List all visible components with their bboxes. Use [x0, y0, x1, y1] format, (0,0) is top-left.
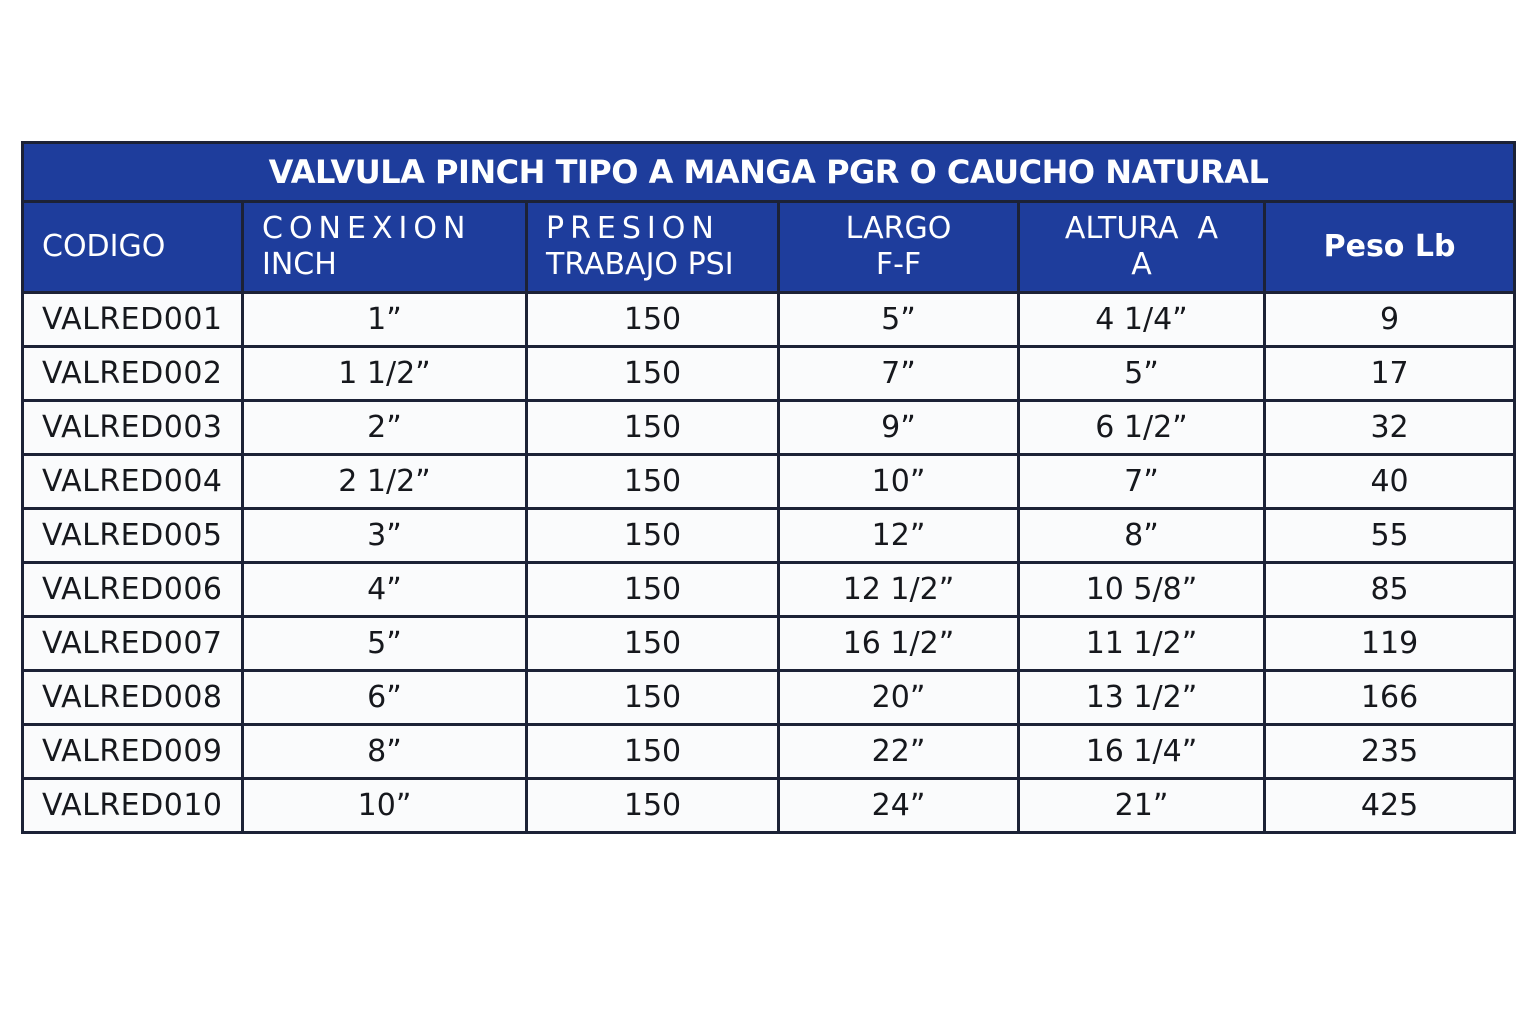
cell-altura: 16 1/4”	[1019, 725, 1265, 779]
header-largo	[779, 202, 1019, 293]
cell-conexion: 1 1/2”	[243, 347, 527, 401]
cell-codigo: VALRED003	[23, 401, 243, 455]
header-largo-label: LARGO	[845, 211, 952, 246]
table-row	[23, 779, 1515, 833]
header-largo-sublabel: F-F	[875, 247, 922, 282]
cell-presion: 150	[527, 671, 779, 725]
cell-presion: 150	[527, 725, 779, 779]
cell-largo: 16 1/2”	[779, 617, 1019, 671]
cell-peso: 166	[1265, 671, 1515, 725]
cell-codigo: VALRED004	[23, 455, 243, 509]
table-row	[23, 671, 1515, 725]
table-title-row	[23, 143, 1515, 202]
cell-codigo: VALRED007	[23, 617, 243, 671]
table-row	[23, 617, 1515, 671]
table-row	[23, 401, 1515, 455]
cell-peso: 55	[1265, 509, 1515, 563]
cell-conexion: 10”	[243, 779, 527, 833]
table-row	[23, 455, 1515, 509]
header-conexion	[243, 202, 527, 293]
cell-presion: 150	[527, 563, 779, 617]
header-peso	[1265, 202, 1515, 293]
table-row	[23, 509, 1515, 563]
cell-conexion: 2 1/2”	[243, 455, 527, 509]
header-codigo	[23, 202, 243, 293]
header-presion-label: PRESION	[546, 211, 720, 246]
cell-peso: 235	[1265, 725, 1515, 779]
header-conexion-sublabel: INCH	[262, 247, 337, 282]
cell-conexion: 1”	[243, 293, 527, 347]
cell-largo: 24”	[779, 779, 1019, 833]
valve-spec-table	[21, 141, 1516, 834]
cell-peso: 85	[1265, 563, 1515, 617]
cell-altura: 13 1/2”	[1019, 671, 1265, 725]
cell-codigo: VALRED006	[23, 563, 243, 617]
cell-altura: 7”	[1019, 455, 1265, 509]
table-body	[23, 293, 1515, 833]
cell-codigo: VALRED005	[23, 509, 243, 563]
cell-conexion: 4”	[243, 563, 527, 617]
cell-largo: 5”	[779, 293, 1019, 347]
cell-peso: 32	[1265, 401, 1515, 455]
cell-codigo: VALRED002	[23, 347, 243, 401]
table-row	[23, 563, 1515, 617]
cell-conexion: 8”	[243, 725, 527, 779]
table-row	[23, 293, 1515, 347]
cell-conexion: 6”	[243, 671, 527, 725]
table-row	[23, 347, 1515, 401]
cell-largo: 7”	[779, 347, 1019, 401]
cell-altura: 21”	[1019, 779, 1265, 833]
header-presion-sublabel: TRABAJO PSI	[546, 247, 734, 282]
cell-altura: 10 5/8”	[1019, 563, 1265, 617]
cell-largo: 22”	[779, 725, 1019, 779]
cell-peso: 425	[1265, 779, 1515, 833]
header-codigo-label: CODIGO	[42, 229, 166, 264]
cell-presion: 150	[527, 455, 779, 509]
cell-conexion: 5”	[243, 617, 527, 671]
cell-largo: 10”	[779, 455, 1019, 509]
header-presion	[527, 202, 779, 293]
header-altura-label: ALTURA A	[1064, 211, 1219, 246]
cell-presion: 150	[527, 509, 779, 563]
cell-peso: 9	[1265, 293, 1515, 347]
cell-altura: 8”	[1019, 509, 1265, 563]
cell-presion: 150	[527, 779, 779, 833]
cell-largo: 12 1/2”	[779, 563, 1019, 617]
header-altura-sublabel: A	[1131, 247, 1152, 282]
table-title: VALVULA PINCH TIPO A MANGA PGR O CAUCHO NATURAL	[23, 143, 1515, 202]
cell-peso: 40	[1265, 455, 1515, 509]
cell-presion: 150	[527, 401, 779, 455]
cell-altura: 4 1/4”	[1019, 293, 1265, 347]
cell-codigo: VALRED009	[23, 725, 243, 779]
header-peso-label: Peso Lb	[1323, 229, 1456, 264]
cell-peso: 119	[1265, 617, 1515, 671]
header-altura	[1019, 202, 1265, 293]
cell-largo: 9”	[779, 401, 1019, 455]
cell-codigo: VALRED008	[23, 671, 243, 725]
cell-largo: 20”	[779, 671, 1019, 725]
cell-presion: 150	[527, 293, 779, 347]
cell-presion: 150	[527, 347, 779, 401]
cell-largo: 12”	[779, 509, 1019, 563]
cell-altura: 11 1/2”	[1019, 617, 1265, 671]
table-header-row	[23, 202, 1515, 293]
cell-altura: 6 1/2”	[1019, 401, 1265, 455]
cell-altura: 5”	[1019, 347, 1265, 401]
table-row	[23, 725, 1515, 779]
cell-conexion: 3”	[243, 509, 527, 563]
cell-peso: 17	[1265, 347, 1515, 401]
cell-codigo: VALRED010	[23, 779, 243, 833]
cell-codigo: VALRED001	[23, 293, 243, 347]
header-conexion-label: CONEXION	[262, 211, 472, 246]
cell-conexion: 2”	[243, 401, 527, 455]
cell-presion: 150	[527, 617, 779, 671]
